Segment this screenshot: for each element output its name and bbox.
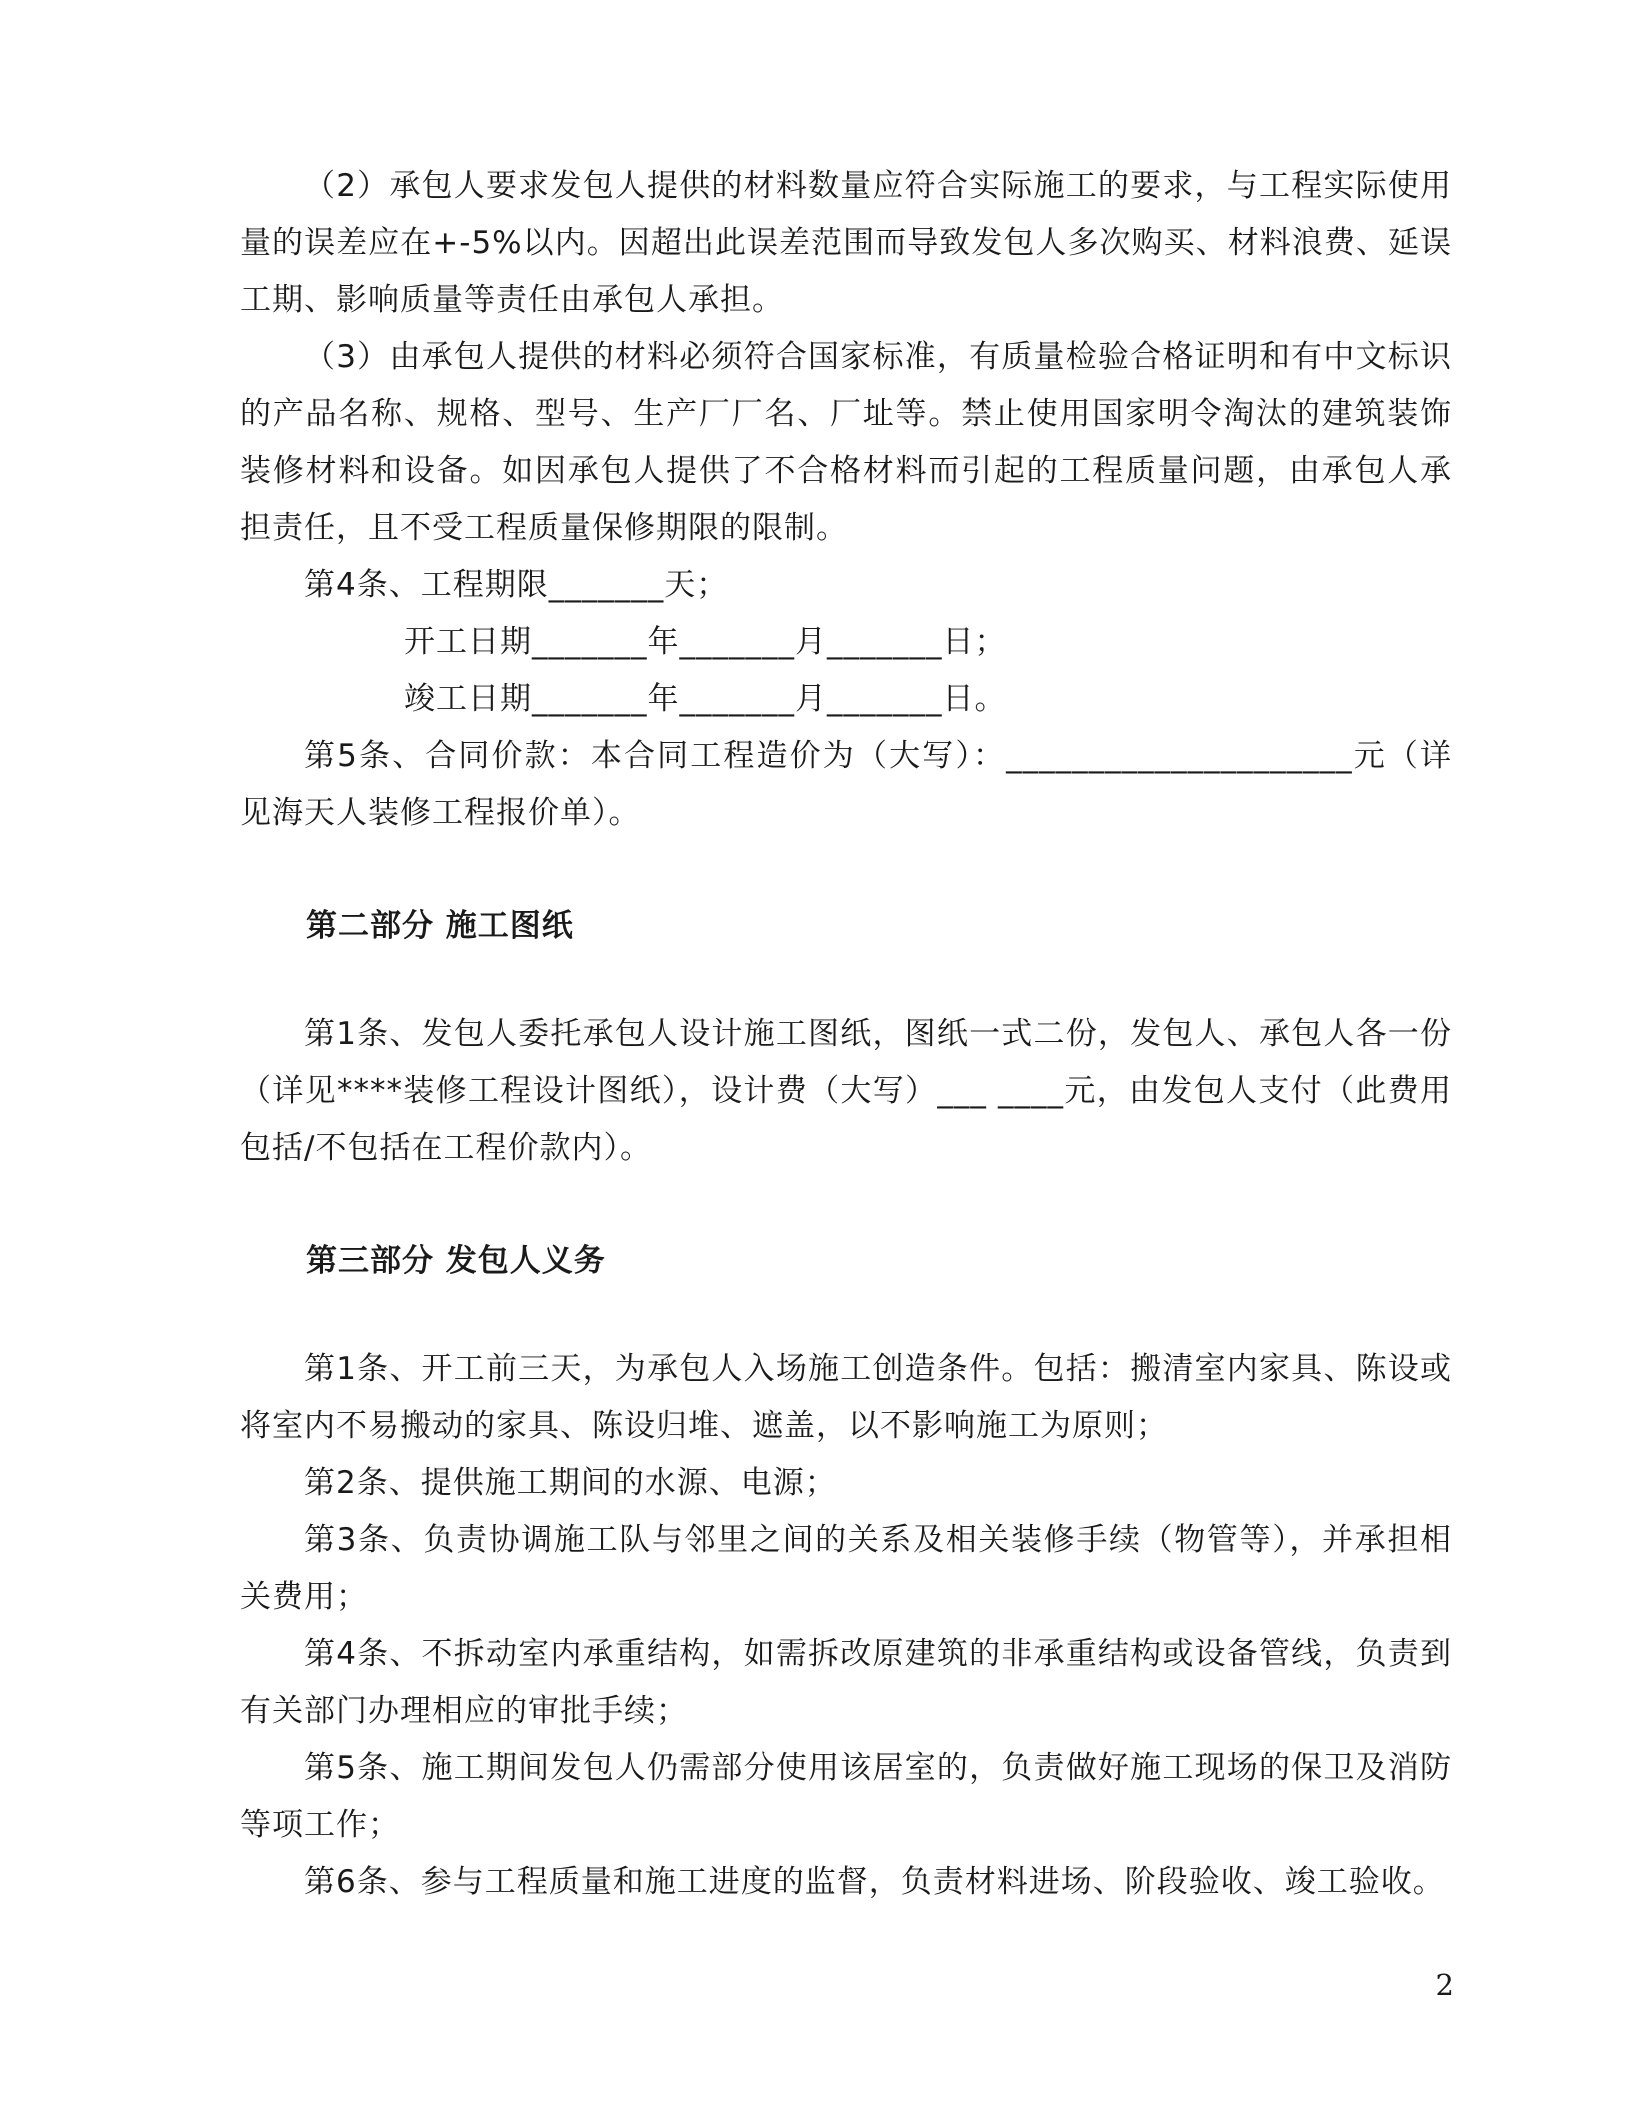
obligations-article-3: 第3条、负责协调施工队与邻里之间的关系及相关装修手续（物管等），并承担相关费用； bbox=[240, 1522, 1452, 1615]
start-date-line: 开工日期_______年_______月_______日； bbox=[404, 624, 1007, 660]
drawings-article-1: 第1条、发包人委托承包人设计施工图纸，图纸一式二份，发包人、承包人各一份（详见****装修工程设计图纸），设计费（大写）___ ____元，由发包人支付（此费用包括/不包括在工程价款内）。 bbox=[240, 1016, 1452, 1166]
obligations-article-4: 第4条、不拆动室内承重结构，如需拆改原建筑的非承重结构或设备管线，负责到有关部门办理相应的审批手续； bbox=[240, 1636, 1452, 1729]
clause-2-paragraph: （2）承包人要求发包人提供的材料数量应符合实际施工的要求，与工程实际使用量的误差应在+-5%以内。因超出此误差范围而导致发包人多次购买、材料浪费、延误工期、影响质量等责任由承包人承担。 bbox=[240, 168, 1452, 318]
article-4-duration: 第4条、工程期限_______天； bbox=[304, 567, 729, 603]
section-heading-drawings: 第二部分 施工图纸 bbox=[306, 908, 574, 944]
obligations-article-6: 第6条、参与工程质量和施工进度的监督，负责材料进场、阶段验收、竣工验收。 bbox=[304, 1864, 1445, 1900]
obligations-article-5: 第5条、施工期间发包人仍需部分使用该居室的，负责做好施工现场的保卫及消防等项工作； bbox=[240, 1750, 1452, 1843]
page-number: 2 bbox=[1435, 1968, 1454, 2002]
section-heading-employer-obligations: 第三部分 发包人义务 bbox=[306, 1243, 606, 1279]
clause-3-paragraph: （3）由承包人提供的材料必须符合国家标准，有质量检验合格证明和有中文标识的产品名称、规格、型号、生产厂厂名、厂址等。禁止使用国家明令淘汰的建筑装饰装修材料和设备。如因承包人提供了不合格材料而引起的工程质量问题，由承包人承担责任，且不受工程质量保修期限的限制。 bbox=[240, 339, 1452, 546]
article-5-contract-price: 第5条、合同价款：本合同工程造价为（大写）：_____________________元（详见海天人装修工程报价单）。 bbox=[240, 738, 1452, 831]
finish-date-line: 竣工日期_______年_______月_______日。 bbox=[404, 681, 1007, 717]
obligations-article-1: 第1条、开工前三天，为承包人入场施工创造条件。包括：搬清室内家具、陈设或将室内不易搬动的家具、陈设归堆、遮盖，以不影响施工为原则； bbox=[240, 1351, 1452, 1444]
document-body bbox=[240, 158, 1452, 1911]
obligations-article-2: 第2条、提供施工期间的水源、电源； bbox=[304, 1465, 837, 1501]
